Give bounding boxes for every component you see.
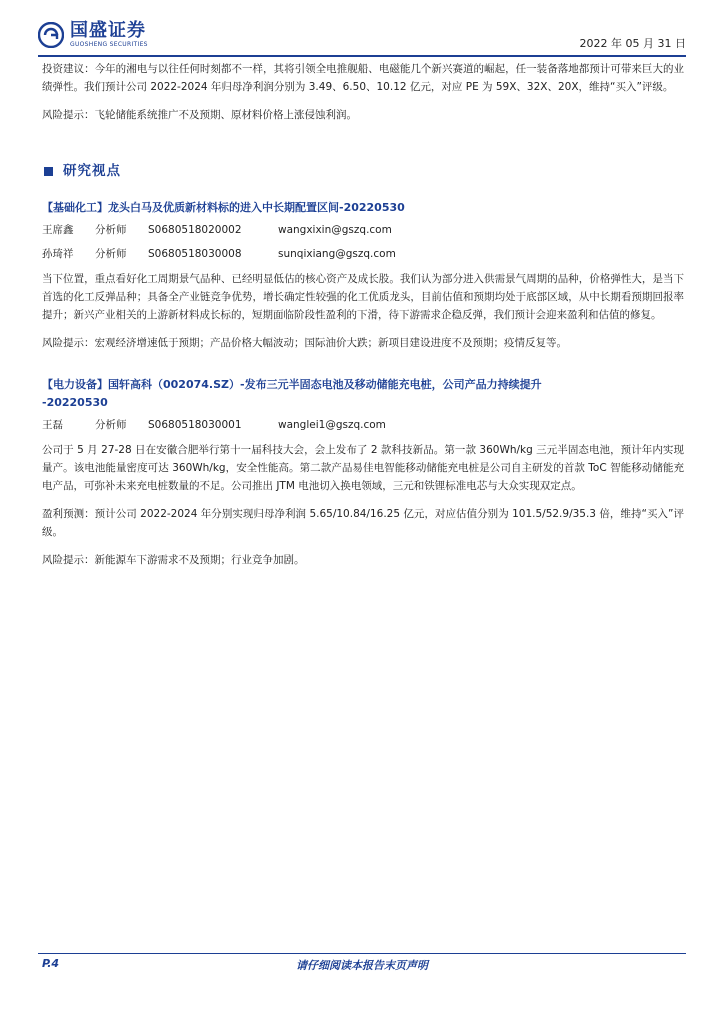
analyst-role: 分析师 xyxy=(95,419,127,431)
article-chemicals xyxy=(42,199,684,352)
analyst-name: 王席鑫 xyxy=(42,224,74,236)
page-header xyxy=(38,18,686,52)
section-bullet-icon xyxy=(44,167,53,176)
analyst-name: 王磊 xyxy=(42,419,63,431)
analyst-list xyxy=(42,218,684,266)
report-date: 2022 年 05 月 31 日 xyxy=(579,37,686,50)
analyst-email[interactable]: wanglei1@gszq.com xyxy=(278,419,386,431)
logo-mark-icon xyxy=(38,22,64,48)
article-paragraph: 当下位置，重点看好化工周期景气品种、已经明显低估的核心资产及成长股。我们认为部分进入供需景气周期的品种，价格弹性大，是当下首选的化工反弹品种；具备全产业链竞争优势，增长确定性较强的化工优质龙头，目前估值和预期均处于底部区域，从中长期看预期回报率提升；新兴产业相关的上游新材料成长标的，短期面临阶段性盈利的下滑，待下游需求企稳反弹，我们预计会迎来盈利和估值的修复。 xyxy=(42,273,684,321)
analyst-email[interactable]: sunqixiang@gszq.com xyxy=(278,248,396,260)
article-risk-paragraph: 风险提示：新能源车下游需求不及预期；行业竞争加剧。 xyxy=(42,554,305,566)
analyst-email[interactable]: wangxixin@gszq.com xyxy=(278,224,392,236)
article-title-line-1: 【电力设备】国轩高科（002074.SZ）-发布三元半固态电池及移动储能充电桩，公司产品力持续提升 xyxy=(42,378,542,391)
section-heading xyxy=(42,161,684,181)
analyst-cert-number: S0680518030008 xyxy=(148,248,242,260)
header-divider xyxy=(38,55,686,57)
risk-warning-paragraph: 风险提示：飞轮储能系统推广不及预期、原材料价格上涨侵蚀利润。 xyxy=(42,109,357,121)
logo-english-name: GUOSHENG SECURITIES xyxy=(70,41,148,48)
investment-advice-paragraph: 投资建议：今年的湘电与以往任何时刻都不一样，其将引领全电推舰船、电磁能几个新兴赛道的崛起，任一装备落地都预计可带来巨大的业绩弹性。我们预计公司 2022-2024 年归母净利润分别为 3.49、6.50、10.12 亿元，对应 PE 为 59X、32X、20X，维持“买入”评级。 xyxy=(42,63,684,93)
analyst-cert-number: S0680518020002 xyxy=(148,224,242,236)
section-title: 研究视点 xyxy=(63,163,121,179)
article-power-equipment xyxy=(42,376,684,569)
article-paragraph: 公司于 5 月 27-28 日在安徽合肥举行第十一届科技大会，会上发布了 2 款科技新品。第一款 360Wh/kg 三元半固态电池，预计年内实现量产。该电池能量密度可达 360Wh/kg，安全性能高。第二款产品易佳电智能移动储能充电桩是公司自主研发的首款 ToC 智能移动储能充电产品，可弥补未来充电桩数量的不足。公司推出 JTM 电池切入换电领域，三元和铁锂标准电芯与大众实现双定点。 xyxy=(42,444,684,492)
article-title[interactable]: 【基础化工】龙头白马及优质新材料标的进入中长期配置区间-20220530 xyxy=(42,201,405,214)
footer-divider xyxy=(38,953,686,954)
disclaimer-note: 请仔细阅读本报告末页声明 xyxy=(296,959,428,972)
analyst-name: 孙琦祥 xyxy=(42,248,74,260)
analyst-row xyxy=(42,218,684,242)
analyst-cert-number: S0680518030001 xyxy=(148,419,242,431)
page-number: P.4 xyxy=(42,957,60,970)
analyst-role: 分析师 xyxy=(95,248,127,260)
analyst-list xyxy=(42,413,684,437)
article-risk-paragraph: 风险提示：宏观经济增速低于预期；产品价格大幅波动；国际油价大跌；新项目建设进度不及预期；疫情反复等。 xyxy=(42,337,567,349)
earnings-forecast-paragraph: 盈利预测：预计公司 2022-2024 年分别实现归母净利润 5.65/10.84/16.25 亿元，对应估值分别为 101.5/52.9/35.3 倍，维持“买入”评级。 xyxy=(42,508,684,538)
article-title[interactable] xyxy=(42,376,684,412)
article-title-line-2: -20220530 xyxy=(42,396,108,409)
report-content xyxy=(42,60,684,579)
analyst-role: 分析师 xyxy=(95,224,127,236)
company-logo xyxy=(38,18,148,52)
logo-chinese-name: 国盛证券 xyxy=(70,20,146,41)
analyst-row xyxy=(42,413,684,437)
analyst-row xyxy=(42,242,684,266)
